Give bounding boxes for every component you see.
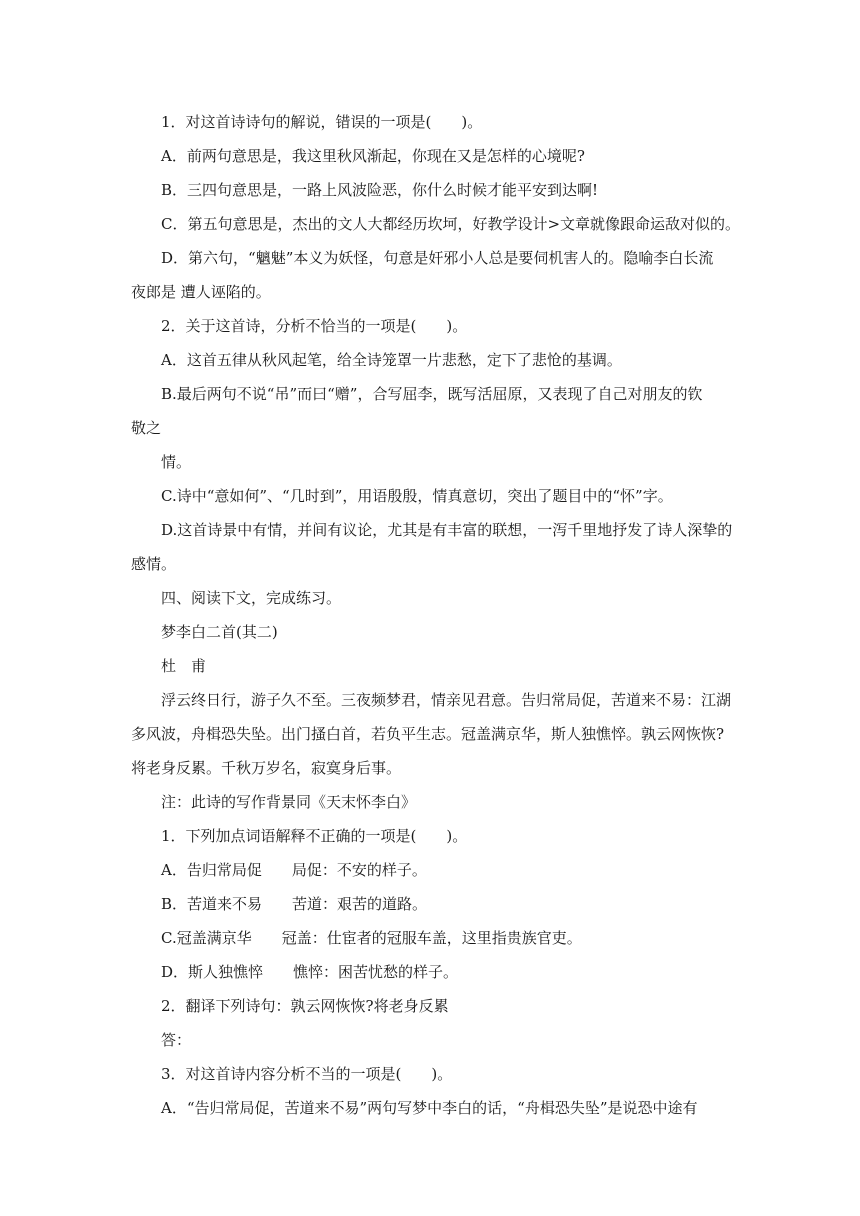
option-a: A．告归常局促 局促：不安的样子。 bbox=[161, 861, 427, 879]
option-c: C.诗中“意如何”、“几时到”，用语殷殷，情真意切，突出了题目中的“怀”字。 bbox=[161, 487, 673, 505]
option-d: D．斯人独憔悴 憔悴：困苦忧愁的样子。 bbox=[161, 963, 459, 981]
question-1-heading: 1．下列加点词语解释不正确的一项是( )。 bbox=[161, 827, 468, 845]
option-b: B．苦道来不易 苦道：艰苦的道路。 bbox=[161, 895, 428, 913]
option-d-continued: 夜郎是 遭人诬陷的。 bbox=[131, 283, 271, 301]
option-d: D.这首诗景中有情，并间有议论，尤其是有丰富的联想，一泻千里地抒发了诗人深挚的 bbox=[161, 521, 733, 539]
poem-author: 杜 甫 bbox=[161, 657, 207, 675]
option-d-continued: 感情。 bbox=[131, 555, 177, 573]
poem-text: 将老身反累。千秋万岁名，寂寞身后事。 bbox=[131, 759, 402, 777]
option-b-continued: 敬之 bbox=[131, 419, 162, 437]
poem-note: 注：此诗的写作背景同《天末怀李白》 bbox=[161, 793, 417, 811]
option-b: B.最后两句不说“吊”而曰“赠”，合写屈李，既写活屈原，又表现了自己对朋友的钦 bbox=[161, 385, 703, 403]
poem-text: 多风波，舟楫恐失坠。出门搔白首，若负平生志。冠盖满京华，斯人独憔悴。孰云网恢恢? bbox=[131, 725, 725, 743]
section-heading: 四、阅读下文，完成练习。 bbox=[161, 589, 342, 607]
option-a: A．这首五律从秋风起笔，给全诗笼罩一片悲愁，定下了悲怆的基调。 bbox=[161, 351, 622, 369]
question-2-heading: 2．关于这首诗，分析不恰当的一项是( )。 bbox=[161, 317, 468, 335]
poem-text: 浮云终日行，游子久不至。三夜频梦君，情亲见君意。告归常局促，苦道来不易：江湖 bbox=[161, 691, 732, 709]
question-3-heading: 3．对这首诗内容分析不当的一项是( )。 bbox=[161, 1065, 453, 1083]
option-d: D．第六句，“魑魅”本义为妖怪，句意是奸邪小人总是要伺机害人的。隐喻李白长流 bbox=[161, 249, 714, 267]
option-c: C．第五句意思是，杰出的文人大都经历坎坷，好教学设计>文章就像跟命运敌对似的。 bbox=[161, 215, 741, 233]
answer-label: 答： bbox=[161, 1031, 192, 1049]
question-1-heading: 1．对这首诗诗句的解说，错误的一项是( )。 bbox=[161, 113, 483, 131]
option-b-continued: 情。 bbox=[161, 453, 192, 471]
question-2-heading: 2．翻译下列诗句：孰云网恢恢?将老身反累 bbox=[161, 997, 449, 1015]
option-b: B．三四句意思是，一路上风波险恶，你什么时候才能平安到达啊! bbox=[161, 181, 599, 199]
option-a: A．“告归常局促，苦道来不易”两句写梦中李白的话，“舟楫恐失坠”是说恐中途有 bbox=[161, 1099, 698, 1117]
option-a: A．前两句意思是，我这里秋风渐起，你现在又是怎样的心境呢? bbox=[161, 147, 585, 165]
option-c: C.冠盖满京华 冠盖：仕宦者的冠服车盖，这里指贵族官吏。 bbox=[161, 929, 582, 947]
poem-title: 梦李白二首(其二) bbox=[161, 623, 278, 641]
